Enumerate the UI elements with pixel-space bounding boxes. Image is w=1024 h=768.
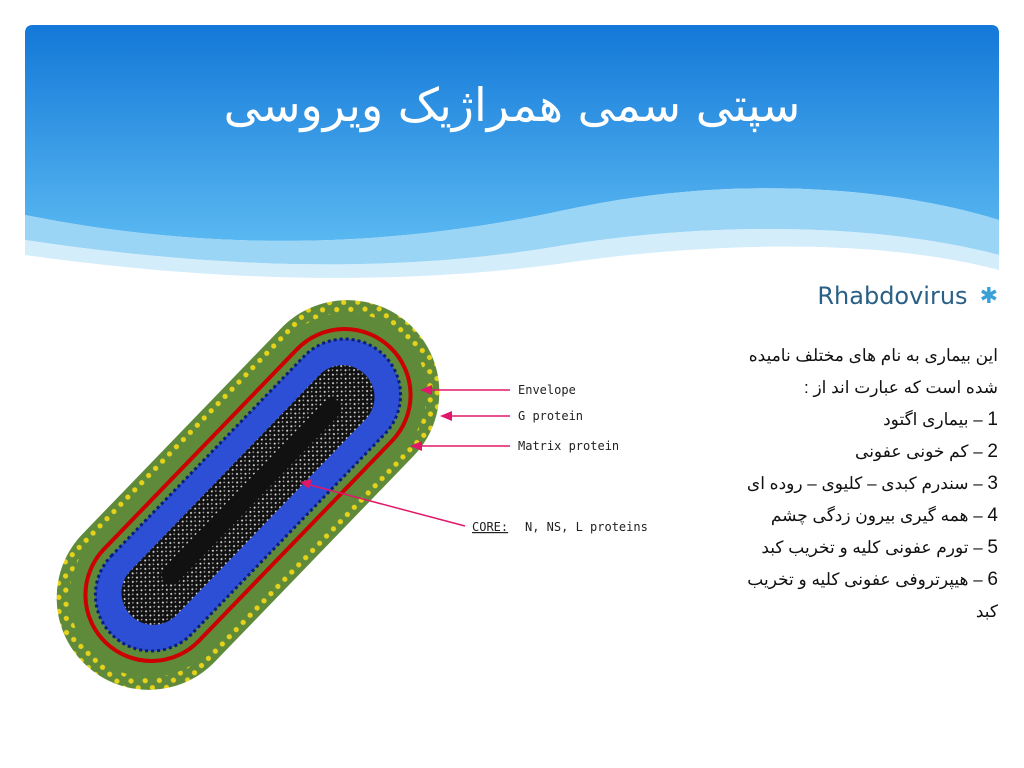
- bullet-rhabdovirus: Rhabdovirus: [817, 282, 968, 310]
- list-item: 5 – تورم عفونی کلیه و تخریب کبد: [761, 537, 998, 558]
- label-matrix-protein: [410, 439, 619, 453]
- asterisk-bullet-icon: ✱: [979, 283, 998, 309]
- list-item: 6 – هیپرتروفی عفونی کلیه و تخریب: [747, 569, 998, 590]
- svg-text:CORE:: CORE:: [472, 520, 509, 534]
- intro-line-1: این بیماری به نام های مختلف نامیده: [748, 346, 998, 365]
- list-item: 1 – بیماری اگتود: [883, 409, 998, 430]
- rhabdovirus-diagram: [20, 295, 660, 715]
- svg-text:N, NS, L proteins: N, NS, L proteins: [525, 520, 648, 534]
- list-item-continuation: کبد: [975, 602, 998, 621]
- header-banner: [25, 25, 999, 285]
- bullet-row: [817, 282, 998, 310]
- list-item: 2 – کم خونی عفونی: [855, 441, 998, 462]
- label-envelope: [420, 383, 576, 397]
- svg-text:G protein: G protein: [518, 409, 584, 423]
- intro-line-2: شده است که عبارت اند از :: [804, 378, 998, 397]
- list-item: 3 – سندرم کبدی – کلیوی – روده ای: [746, 473, 998, 494]
- body-text: [678, 340, 998, 628]
- header-wave: [25, 25, 999, 285]
- svg-text:Envelope: Envelope: [518, 383, 576, 397]
- label-g-protein: [440, 409, 583, 423]
- slide-title: سپتی سمی همراژیک ویروسی: [223, 78, 801, 132]
- list-item: 4 – همه گیری بیرون زدگی چشم: [770, 505, 998, 526]
- svg-text:Matrix protein: Matrix protein: [518, 439, 620, 453]
